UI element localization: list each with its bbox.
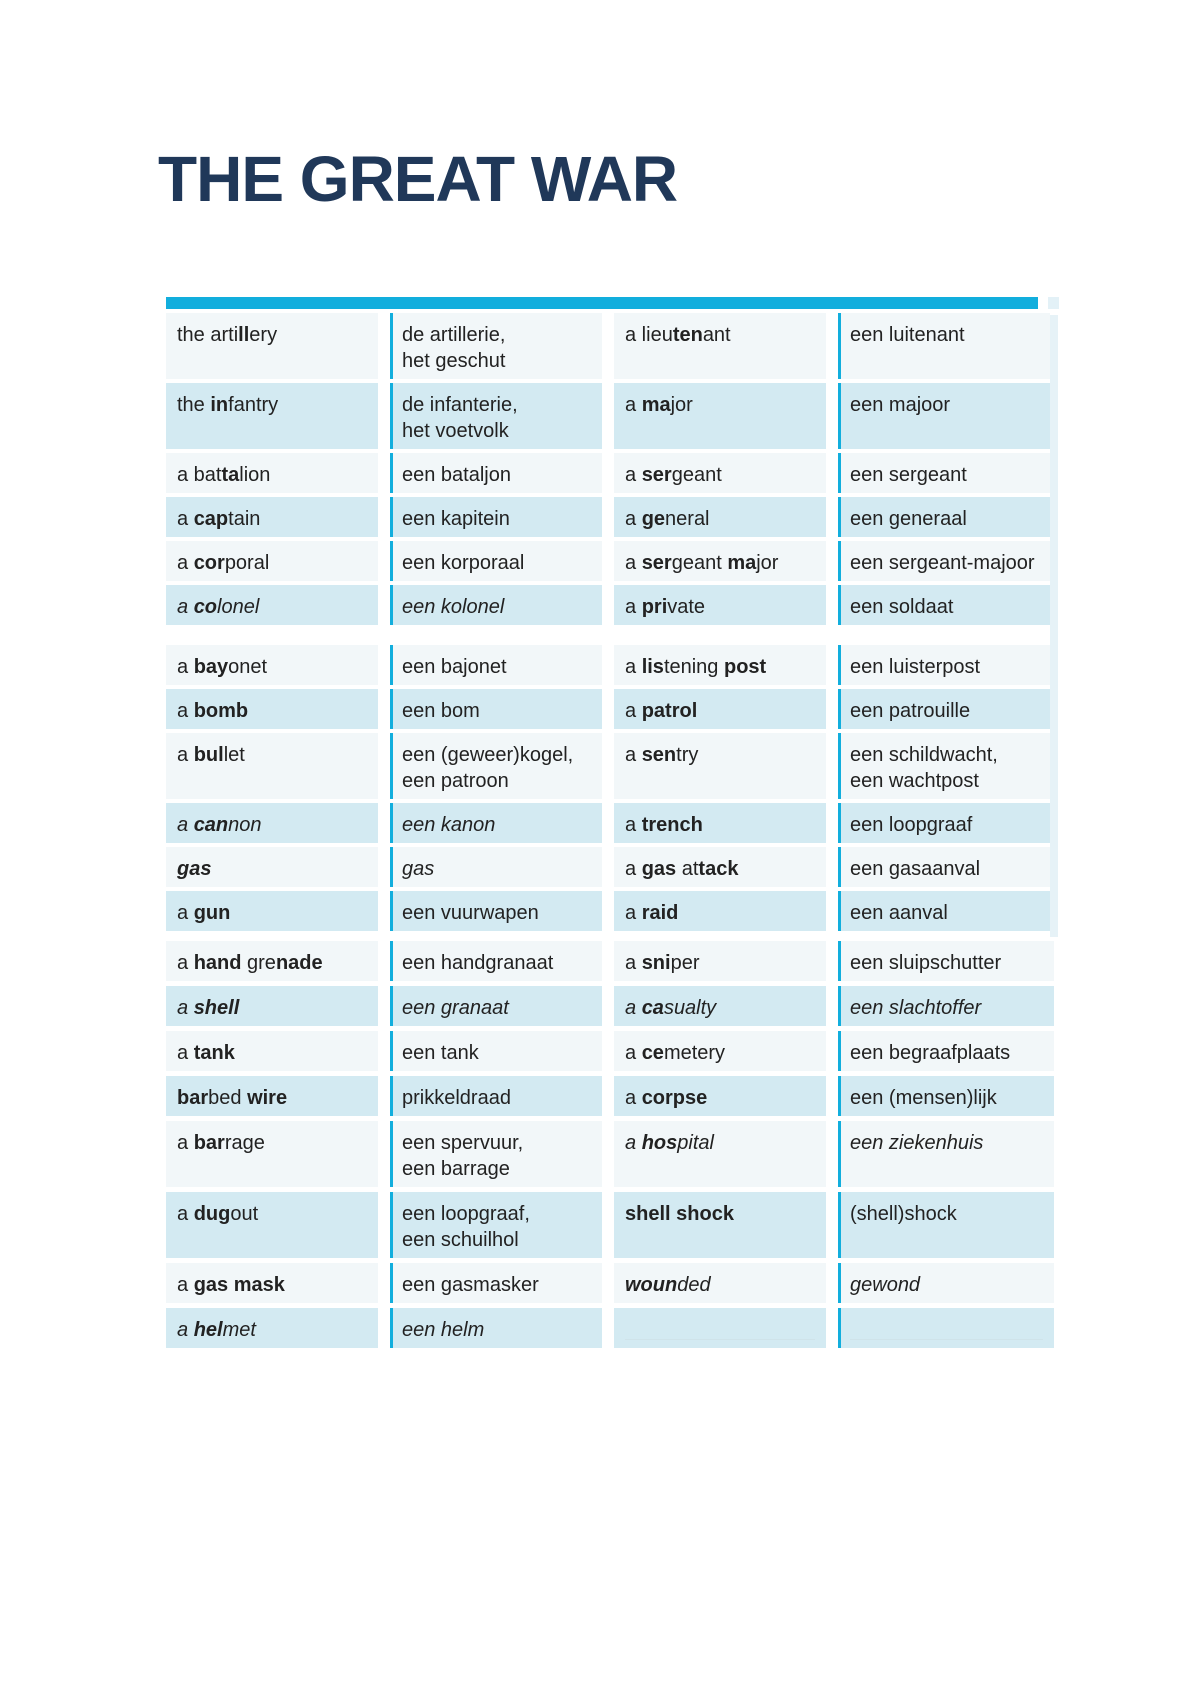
- stressed-syllable: gas mask: [193, 1274, 285, 1296]
- dutch-translation: [838, 1076, 1054, 1116]
- english-term: [614, 891, 826, 931]
- term-text: bed: [208, 1087, 248, 1109]
- term-text: a bat: [177, 464, 222, 486]
- stressed-syllable: corpse: [641, 1087, 708, 1109]
- stressed-syllable: post: [724, 656, 767, 678]
- term-text: een aanval: [850, 902, 948, 924]
- english-term: [614, 803, 826, 843]
- term-text: een helm: [402, 1319, 485, 1341]
- dutch-translation: [838, 1121, 1054, 1187]
- english-term: [614, 497, 826, 537]
- english-term: [166, 803, 378, 843]
- dutch-translation: [838, 1031, 1054, 1071]
- dutch-translation: [390, 986, 602, 1026]
- term-text: a: [177, 1203, 194, 1225]
- english-term: [614, 1308, 826, 1348]
- english-term: [614, 689, 826, 729]
- term-text: pital: [677, 1132, 714, 1154]
- dutch-translation: [390, 645, 602, 685]
- term-text: een granaat: [402, 997, 509, 1019]
- term-text: a: [625, 902, 642, 924]
- stressed-syllable: trench: [641, 814, 703, 836]
- term-text: (shell)shock: [850, 1203, 957, 1225]
- term-text: poral: [224, 552, 270, 574]
- term-text: een patrouille: [850, 700, 971, 722]
- term-text: een ziekenhuis: [850, 1132, 984, 1154]
- english-term: [614, 313, 826, 379]
- english-term: [166, 1076, 378, 1116]
- term-text: a: [177, 1042, 194, 1064]
- stressed-syllable: pa: [641, 700, 666, 722]
- term-text: a: [177, 1132, 194, 1154]
- term-text: een handgranaat: [402, 952, 554, 974]
- stressed-syllable: co: [193, 596, 218, 618]
- stressed-syllable: ten: [672, 324, 703, 346]
- dutch-translation: [838, 497, 1050, 537]
- stressed-syllable: sni: [641, 952, 671, 974]
- term-text: gewond: [850, 1274, 921, 1296]
- english-term: [166, 891, 378, 931]
- term-text: a lieu: [625, 324, 673, 346]
- dutch-translation: [390, 1263, 602, 1303]
- term-text: tening: [663, 656, 724, 678]
- term-text: een gasmasker: [402, 1274, 539, 1296]
- term-text: de artillerie, het geschut: [402, 324, 506, 372]
- term-text: een luitenant: [850, 324, 965, 346]
- vocab-section-ranks: [166, 313, 1050, 625]
- stressed-syllable: nade: [275, 952, 323, 974]
- term-text: een generaal: [850, 508, 967, 530]
- dutch-translation: [390, 847, 602, 887]
- term-text: a: [177, 814, 194, 836]
- stressed-syllable: tank: [193, 1042, 235, 1064]
- stressed-syllable: ta: [221, 464, 240, 486]
- empty-cell-line: [625, 1339, 815, 1340]
- english-term: [614, 453, 826, 493]
- term-text: een (mensen)lijk: [850, 1087, 997, 1109]
- term-text: a: [625, 858, 642, 880]
- term-text: een vuurwapen: [402, 902, 539, 924]
- english-term: [166, 453, 378, 493]
- stressed-syllable: cap: [193, 508, 229, 530]
- english-term: [166, 1263, 378, 1303]
- stressed-syllable: lis: [641, 656, 664, 678]
- term-text: a: [625, 814, 642, 836]
- dutch-translation: [390, 1121, 602, 1187]
- stressed-syllable: ll: [238, 324, 250, 346]
- term-text: jor: [670, 394, 693, 416]
- term-text: een spervuur, een barrage: [402, 1132, 524, 1180]
- term-text: at: [676, 858, 699, 880]
- term-text: jor: [756, 552, 779, 574]
- term-text: een bataljon: [402, 464, 511, 486]
- term-text: the arti: [177, 324, 239, 346]
- stressed-syllable: cor: [193, 552, 225, 574]
- dutch-translation: [390, 313, 602, 379]
- stressed-syllable: gas: [641, 858, 677, 880]
- english-term: [166, 383, 378, 449]
- dutch-translation: [838, 986, 1054, 1026]
- term-text: let: [223, 744, 245, 766]
- term-text: a: [625, 552, 642, 574]
- term-text: a: [177, 952, 194, 974]
- dutch-translation: [838, 733, 1050, 799]
- term-text: a: [177, 552, 194, 574]
- stressed-syllable: dug: [193, 1203, 231, 1225]
- english-term: [166, 645, 378, 685]
- dutch-translation: [390, 1308, 602, 1348]
- bleed-through-rule: [1048, 297, 1059, 309]
- term-text: sualty: [663, 997, 717, 1019]
- english-term: [614, 1263, 826, 1303]
- dutch-translation: [390, 891, 602, 931]
- stressed-syllable: bar: [177, 1087, 209, 1109]
- term-text: lion: [239, 464, 271, 486]
- term-text: a: [177, 902, 194, 924]
- term-text: tain: [228, 508, 261, 530]
- english-term: [166, 541, 378, 581]
- bleed-through-edge: [1050, 315, 1058, 937]
- term-text: een schildwacht, een wachtpost: [850, 744, 998, 792]
- empty-cell-line: [850, 1339, 1043, 1340]
- english-term: [166, 1121, 378, 1187]
- term-text: rage: [224, 1132, 265, 1154]
- stressed-syllable: ser: [641, 464, 672, 486]
- term-text: a: [625, 596, 642, 618]
- stressed-syllable: bul: [193, 744, 224, 766]
- term-text: a: [177, 744, 194, 766]
- english-term: [166, 733, 378, 799]
- dutch-translation: [390, 803, 602, 843]
- vocab-section-weapons: [166, 645, 1050, 931]
- english-term: [166, 1031, 378, 1071]
- stressed-syllable: ma: [641, 394, 671, 416]
- english-term: [166, 986, 378, 1026]
- term-text: een loopgraaf, een schuilhol: [402, 1203, 530, 1251]
- stressed-syllable: ce: [641, 1042, 664, 1064]
- term-text: non: [228, 814, 262, 836]
- dutch-translation: [838, 541, 1050, 581]
- term-text: een soldaat: [850, 596, 954, 618]
- dutch-translation: [838, 689, 1050, 729]
- term-text: onet: [228, 656, 268, 678]
- term-text: a: [625, 952, 642, 974]
- page-title: THE GREAT WAR: [158, 143, 678, 215]
- dutch-translation: [390, 733, 602, 799]
- term-text: ery: [249, 324, 278, 346]
- term-text: a: [625, 1087, 642, 1109]
- english-term: [614, 585, 826, 625]
- term-text: a: [177, 1274, 194, 1296]
- stressed-syllable: shell shock: [625, 1203, 734, 1225]
- term-text: ant: [702, 324, 731, 346]
- dutch-translation: [838, 313, 1050, 379]
- dutch-translation: [838, 453, 1050, 493]
- english-term: [614, 645, 826, 685]
- vocab-section-battlefield: [166, 941, 1054, 1348]
- english-term: [614, 733, 826, 799]
- english-term: [614, 383, 826, 449]
- term-text: out: [230, 1203, 259, 1225]
- stressed-syllable: trol: [665, 700, 698, 722]
- dutch-translation: [390, 1031, 602, 1071]
- term-text: a: [177, 656, 194, 678]
- term-text: de infanterie, het voetvolk: [402, 394, 518, 442]
- stressed-syllable: ge: [641, 508, 666, 530]
- term-text: geant: [671, 464, 722, 486]
- term-text: een korporaal: [402, 552, 525, 574]
- term-text: a: [625, 997, 642, 1019]
- dutch-translation: [838, 1263, 1054, 1303]
- stressed-syllable: hos: [641, 1132, 678, 1154]
- term-text: metery: [663, 1042, 726, 1064]
- english-term: [614, 1192, 826, 1258]
- stressed-syllable: gun: [193, 902, 231, 924]
- term-text: een tank: [402, 1042, 479, 1064]
- term-text: een begraafplaats: [850, 1042, 1011, 1064]
- top-rule: [166, 297, 1038, 309]
- dutch-translation: [390, 541, 602, 581]
- stressed-syllable: woun: [625, 1274, 678, 1296]
- term-text: een sergeant-majoor: [850, 552, 1035, 574]
- stressed-syllable: tack: [698, 858, 739, 880]
- stressed-syllable: can: [193, 814, 229, 836]
- stressed-syllable: bar: [193, 1132, 225, 1154]
- term-text: een slachtoffer: [850, 997, 982, 1019]
- term-text: een sergeant: [850, 464, 967, 486]
- term-text: een luisterpost: [850, 656, 981, 678]
- english-term: [614, 1076, 826, 1116]
- term-text: een bajonet: [402, 656, 507, 678]
- english-term: [614, 986, 826, 1026]
- term-text: a: [177, 700, 194, 722]
- term-text: fantry: [228, 394, 279, 416]
- term-text: geant: [671, 552, 728, 574]
- term-text: een kapitein: [402, 508, 510, 530]
- dutch-translation: [838, 941, 1054, 981]
- english-term: [614, 1121, 826, 1187]
- stressed-syllable: ser: [641, 552, 672, 574]
- term-text: gas: [402, 858, 435, 880]
- term-text: a: [177, 1319, 194, 1341]
- term-text: prikkeldraad: [402, 1087, 511, 1109]
- term-text: a: [625, 394, 642, 416]
- term-text: per: [670, 952, 700, 974]
- term-text: a: [625, 700, 642, 722]
- english-term: [166, 497, 378, 537]
- dutch-translation: [838, 803, 1050, 843]
- term-text: vate: [667, 596, 706, 618]
- dutch-translation: [390, 1076, 602, 1116]
- term-text: met: [222, 1319, 256, 1341]
- stressed-syllable: hand: [193, 952, 242, 974]
- english-term: [166, 1308, 378, 1348]
- english-term: [166, 941, 378, 981]
- term-text: a: [177, 997, 194, 1019]
- term-text: a: [625, 464, 642, 486]
- term-text: een kolonel: [402, 596, 505, 618]
- dutch-translation: [838, 847, 1050, 887]
- stressed-syllable: raid: [641, 902, 679, 924]
- english-term: [614, 847, 826, 887]
- term-text: the: [177, 394, 211, 416]
- english-term: [614, 541, 826, 581]
- english-term: [166, 847, 378, 887]
- term-text: a: [625, 656, 642, 678]
- stressed-syllable: gas: [177, 858, 212, 880]
- stressed-syllable: ma: [727, 552, 757, 574]
- dutch-translation: [838, 1308, 1054, 1348]
- dutch-translation: [390, 941, 602, 981]
- term-text: a: [625, 1132, 642, 1154]
- term-text: een (geweer)kogel, een patroon: [402, 744, 574, 792]
- term-text: lonel: [217, 596, 260, 618]
- dutch-translation: [838, 891, 1050, 931]
- term-text: a: [177, 596, 194, 618]
- term-text: a: [177, 508, 194, 530]
- dutch-translation: [390, 497, 602, 537]
- dutch-translation: [390, 383, 602, 449]
- dutch-translation: [838, 585, 1050, 625]
- dutch-translation: [390, 689, 602, 729]
- term-text: een bom: [402, 700, 480, 722]
- stressed-syllable: wire: [247, 1087, 288, 1109]
- english-term: [166, 585, 378, 625]
- stressed-syllable: in: [210, 394, 229, 416]
- stressed-syllable: shell: [193, 997, 240, 1019]
- stressed-syllable: pri: [641, 596, 668, 618]
- term-text: een kanon: [402, 814, 496, 836]
- stressed-syllable: hel: [193, 1319, 223, 1341]
- term-text: a: [625, 508, 642, 530]
- dutch-translation: [838, 1192, 1054, 1258]
- stressed-syllable: bay: [193, 656, 229, 678]
- term-text: try: [676, 744, 699, 766]
- english-term: [166, 689, 378, 729]
- dutch-translation: [390, 453, 602, 493]
- stressed-syllable: bomb: [193, 700, 249, 722]
- term-text: neral: [665, 508, 710, 530]
- term-text: ded: [677, 1274, 711, 1296]
- term-text: a: [625, 744, 642, 766]
- term-text: een sluipschutter: [850, 952, 1002, 974]
- term-text: een majoor: [850, 394, 951, 416]
- dutch-translation: [390, 585, 602, 625]
- dutch-translation: [390, 1192, 602, 1258]
- term-text: een gasaanval: [850, 858, 981, 880]
- english-term: [166, 313, 378, 379]
- english-term: [614, 1031, 826, 1071]
- stressed-syllable: sen: [641, 744, 677, 766]
- dutch-translation: [838, 383, 1050, 449]
- term-text: een loopgraaf: [850, 814, 973, 836]
- term-text: gre: [241, 952, 276, 974]
- english-term: [166, 1192, 378, 1258]
- stressed-syllable: ca: [641, 997, 664, 1019]
- dutch-translation: [838, 645, 1050, 685]
- english-term: [614, 941, 826, 981]
- term-text: a: [625, 1042, 642, 1064]
